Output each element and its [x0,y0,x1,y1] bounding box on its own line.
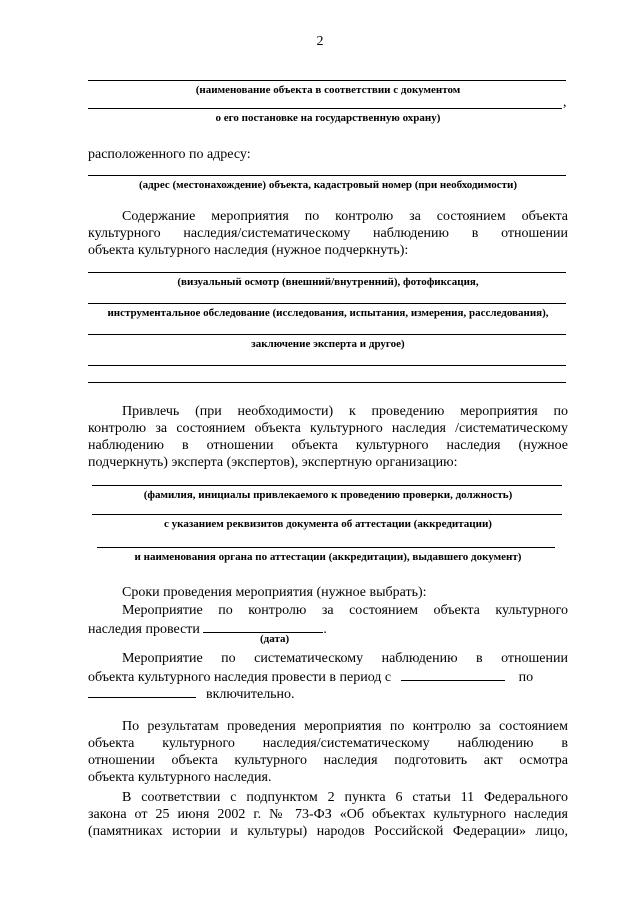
results-line-4: объекта культурного наследия. [88,770,272,785]
expert-line-a [92,485,562,486]
object-name-line-2 [88,108,562,109]
period-start-field[interactable] [401,667,505,681]
results-line-2: объекта культурного наследия/систематическому наблюдению в [88,736,568,751]
law-line-1: В соответствии с подпунктом 2 пункта 6 статьи 11 Федерального [122,790,568,805]
expert-line-c [97,547,555,548]
content-line-2: культурного наследия/систематическому наблюдению в отношении [88,226,568,241]
terms-line-2-end: . [323,622,327,636]
terms-line-3: Мероприятие по систематическому наблюдению в отношении [122,651,568,666]
content-line-3: объекта культурного наследия (нужное подчеркнуть): [88,243,409,258]
expert-line-3: наблюдению в отношении объекта культурного наследия (нужное [88,438,568,453]
date-caption: (дата) [260,633,290,645]
results-paragraph [88,718,568,786]
terms-paragraph-2 [88,650,568,667]
content-line-e [88,382,566,383]
content-paragraph [88,208,568,259]
terms-line-1: Мероприятие по контролю за состоянием объекта культурного [122,603,568,618]
expert-line-2: контролю за состоянием объекта культурного наследия /систематическому [88,421,568,436]
content-caption-2: инструментальное обследование (исследования, испытания, измерения, расследования), [107,307,549,319]
expert-line-1: Привлечь (при необходимости) к проведению мероприятия по [122,404,568,419]
expert-caption-3: и наименования органа по аттестации (аккредитации), выдавшего документ) [134,551,522,563]
expert-paragraph [88,403,568,471]
address-caption: (адрес (местонахождение) объекта, кадастровый номер (при необходимости) [138,179,518,191]
expert-caption-2: с указанием реквизитов документа об аттестации (аккредитации) [164,518,492,530]
terms-line-2 [88,619,568,636]
terms-paragraph-1 [88,602,568,636]
date-field[interactable] [203,619,323,633]
content-line-1: Содержание мероприятия по контролю за состоянием объекта [122,209,568,224]
terms-line-4-text: объекта культурного наследия провести в период с [88,670,392,685]
terms-line-2-text: наследия провести [88,622,200,636]
object-name-caption-2: о его постановке на государственную охрану) [215,112,441,124]
results-line-3: отношении объекта культурного наследия подготовить акт осмотра [88,753,568,768]
content-line-a [88,272,566,273]
content-caption-1: (визуальный осмотр (внешний/внутренний), фотофиксация, [177,276,479,288]
law-paragraph [88,789,568,840]
results-line-1: По результатам проведения мероприятия по контролю за состоянием [122,719,568,734]
object-name-caption-1: (наименование объекта в соответствии с документом [195,84,461,96]
address-line [88,175,566,176]
period-end-field[interactable] [88,684,196,698]
expert-caption-1: (фамилия, инициалы привлекаемого к проведению проверки, должность) [143,489,513,501]
content-line-b [88,303,566,304]
page-number: 2 [316,34,324,49]
terms-line-4-po: по [518,670,534,685]
expert-line-4: подчеркнуть) эксперта (экспертов), экспертную организацию: [88,455,458,470]
content-line-d [88,365,566,366]
terms-heading: Сроки проведения мероприятия (нужное выбрать): [122,585,427,600]
expert-line-b [92,514,562,515]
law-line-2: закона от 25 июня 2002 г. № 73-ФЗ «Об объектах культурного наследия [88,807,568,822]
object-name-line-1 [88,80,566,81]
terms-line-5-text: включительно. [206,687,295,702]
object-name-comma: , [563,95,567,110]
law-line-3: (памятниках истории и культуры) народов Российской Федерации» лицо, [88,824,568,839]
address-label: расположенного по адресу: [88,147,251,162]
content-caption-3: заключение эксперта и другое) [251,338,405,350]
content-line-c [88,334,566,335]
terms-line-5 [88,684,295,703]
